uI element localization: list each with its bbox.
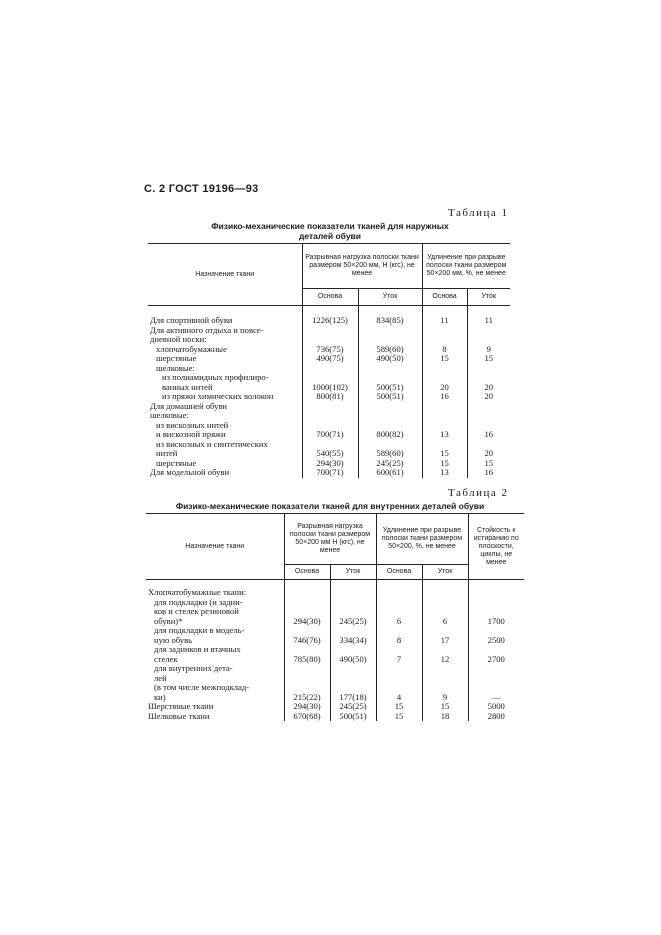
row-value: 490(75) (302, 354, 358, 364)
table-row (146, 580, 524, 598)
row-value: 500(51) (358, 392, 422, 402)
row-label: шелковые: (150, 410, 189, 420)
row-value (284, 664, 330, 674)
row-value (422, 598, 468, 608)
row-value (467, 326, 510, 336)
row-value (468, 580, 524, 598)
row-label: шелковые: (156, 362, 195, 373)
row-label: из вискозных и синтетических (156, 438, 268, 449)
row-value (358, 411, 422, 421)
row-value: 1000(102) (302, 383, 358, 393)
row-value: 670(68) (284, 712, 330, 722)
row-value: 600(61) (358, 468, 422, 478)
row-label: для подкладки в модель- (154, 625, 245, 635)
row-value: 2800 (468, 712, 524, 722)
row-value: 9 (422, 693, 468, 703)
row-value: 13 (422, 430, 467, 440)
row-value: 11 (467, 306, 510, 326)
row-value: 245(25) (330, 702, 376, 712)
row-value (422, 411, 467, 421)
row-value (330, 598, 376, 608)
row-value: 7 (376, 655, 422, 665)
row-value: 1226(125) (302, 306, 358, 326)
row-value: 589(60) (358, 449, 422, 459)
row-value: 11 (422, 306, 467, 326)
row-value: 18 (422, 712, 468, 722)
row-label: Для активного отдыха и повсе- (150, 324, 264, 335)
table-row (146, 712, 524, 722)
row-value: 800(81) (302, 392, 358, 402)
row-label: хлопчатобумажные (156, 343, 227, 354)
t2-header-elongation: Удлинение при разрыве полоски ткани размером 50×200, %, не менее (376, 514, 468, 565)
row-value (422, 664, 468, 674)
row-value (302, 411, 358, 421)
row-value: 834(85) (358, 306, 422, 326)
row-label: шерстяные (156, 457, 197, 468)
row-value (376, 674, 422, 684)
row-value: 490(50) (358, 354, 422, 364)
row-label: стелек (154, 653, 178, 664)
t2-header-abrasion: Стойкость к истиранию по плоскости, циклы, не менее (468, 514, 524, 580)
row-value: 4 (376, 693, 422, 703)
row-value: 294(30) (284, 702, 330, 712)
row-label: обуви)* (154, 615, 183, 626)
table-row (146, 683, 524, 693)
row-label: для подкладки (и задни- (154, 596, 243, 607)
row-value: 294(30) (302, 459, 358, 469)
row-value (330, 674, 376, 684)
row-value: 20 (467, 392, 510, 402)
row-value (330, 664, 376, 674)
row-value (302, 402, 358, 412)
row-value: 800(82) (358, 430, 422, 440)
table1-title (150, 221, 510, 241)
row-label: из полиамидных профилиро- (162, 372, 269, 382)
row-value: 700(71) (302, 468, 358, 478)
row-value: 16 (422, 392, 467, 402)
row-label: дневной носки: (150, 334, 207, 344)
row-value (376, 598, 422, 608)
row-value: 20 (467, 383, 510, 393)
row-label: лей (154, 672, 167, 683)
row-value: 15 (422, 702, 468, 712)
row-label: ванных нитей (162, 381, 213, 392)
row-label: Для домашней обуви (150, 400, 228, 411)
table2-body (146, 580, 524, 722)
row-value: 16 (467, 468, 510, 478)
table1 (148, 243, 510, 478)
row-value: 177(18) (330, 693, 376, 703)
row-value: 245(25) (358, 459, 422, 469)
row-label: шерстяные (156, 353, 197, 363)
row-value (422, 326, 467, 336)
t1-header-warp-elong: Основа (422, 289, 467, 306)
row-value (302, 326, 358, 336)
row-value: 490(50) (330, 655, 376, 665)
row-value: 785(80) (284, 655, 330, 665)
table1-title-line1: Физико-механические показатели тканей для наружных (211, 221, 449, 231)
row-value: 20 (467, 449, 510, 459)
row-value: — (468, 693, 524, 703)
row-value: 13 (422, 468, 467, 478)
t2-header-weft-elong: Уток (422, 565, 468, 580)
row-value: 700(71) (302, 430, 358, 440)
row-value (376, 580, 422, 598)
row-value (358, 364, 422, 374)
table-row (148, 402, 510, 412)
row-value: 2500 (468, 636, 524, 646)
row-value (376, 664, 422, 674)
row-label: (в том числе межподклад- (154, 682, 250, 692)
t1-header-elongation: Удлинение при разрыве полоски ткани размером 50×200 мм, %, не менее (422, 244, 510, 289)
row-label: для задников и втачных (154, 644, 241, 654)
row-value (358, 326, 422, 336)
row-value: 9 (467, 345, 510, 355)
t1-header-weft-elong: Уток (467, 289, 510, 306)
row-label: нитей (156, 448, 178, 458)
row-value: 6 (422, 617, 468, 627)
row-value (422, 402, 467, 412)
row-label: ки) (154, 691, 166, 702)
row-value (468, 664, 524, 674)
row-value (302, 364, 358, 374)
table-row (146, 664, 524, 674)
row-label: ную обувь (154, 634, 193, 645)
row-value (422, 674, 468, 684)
row-label: из пряжи химических волокон (162, 391, 274, 401)
row-value: 2700 (468, 655, 524, 665)
row-value (467, 364, 510, 374)
t1-header-warp-load: Основа (302, 289, 358, 306)
row-value (422, 364, 467, 374)
row-value (467, 402, 510, 412)
t2-header-weft-load: Уток (330, 565, 376, 580)
row-value: 334(34) (330, 636, 376, 646)
row-label: для внутренних дета- (154, 663, 233, 673)
row-value: 15 (422, 449, 467, 459)
table-row (146, 626, 524, 636)
row-value (284, 598, 330, 608)
row-value: 15 (422, 354, 467, 364)
row-label: Хлопчатобумажные ткани: (148, 587, 247, 597)
row-value: 8 (376, 636, 422, 646)
row-label: из вискозных нитей (156, 419, 229, 430)
row-value: 17 (422, 636, 468, 646)
table-row (148, 354, 510, 364)
row-label: Для спортивной обуви (150, 315, 233, 325)
row-label: и вискозной пряжи (156, 429, 226, 439)
row-label: Для модельной обуви (150, 467, 230, 477)
table1-body (148, 306, 510, 478)
table-row (148, 306, 510, 326)
row-value: 746(76) (284, 636, 330, 646)
t1-header-load: Разрывная нагрузка полоски ткани размером 50×200 мм, Н (кгс), не менее (302, 244, 422, 289)
row-value: 6 (376, 617, 422, 627)
row-value: 15 (376, 702, 422, 712)
row-value (467, 411, 510, 421)
row-value: 589(60) (358, 345, 422, 355)
row-value: 500(51) (330, 712, 376, 722)
row-value: 12 (422, 655, 468, 665)
row-value: 20 (422, 383, 467, 393)
table-row (146, 645, 524, 655)
t2-header-warp-elong: Основа (376, 565, 422, 580)
row-value (284, 674, 330, 684)
row-value: 215(22) (284, 693, 330, 703)
row-value: 500(51) (358, 383, 422, 393)
row-value: 16 (467, 430, 510, 440)
row-value: 736(75) (302, 345, 358, 355)
row-value: 5000 (468, 702, 524, 712)
t1-header-purpose: Назначение ткани (148, 244, 302, 306)
table2-title: Физико-механические показатели тканей для внутренних деталей обуви (175, 501, 485, 511)
row-value (358, 402, 422, 412)
table1-label: Таблица 1 (448, 207, 509, 219)
running-head: С. 2 ГОСТ 19196—93 (144, 183, 259, 195)
row-value (284, 580, 330, 598)
t2-header-load: Разрывная нагрузка полоски ткани размером 50×200 мм Н (кгс), не менее (284, 514, 376, 565)
row-label: ков и стелек резиновой (154, 606, 239, 616)
row-value (468, 598, 524, 608)
row-value (468, 674, 524, 684)
row-label: Шелковые ткани (148, 710, 210, 721)
table1-title-line2: деталей обуви (298, 231, 361, 241)
table-row (146, 607, 524, 617)
table-row (148, 468, 510, 478)
t2-header-warp-load: Основа (284, 565, 330, 580)
table2 (146, 513, 524, 721)
row-value: 15 (422, 459, 467, 469)
row-value: 15 (467, 459, 510, 469)
row-value: 1700 (468, 617, 524, 627)
row-value: 540(55) (302, 449, 358, 459)
row-value: 245(25) (330, 617, 376, 627)
row-value: 294(30) (284, 617, 330, 627)
row-value (330, 580, 376, 598)
row-value (422, 580, 468, 598)
row-label: Шерстяные ткани (148, 701, 214, 711)
row-value: 15 (376, 712, 422, 722)
t2-header-purpose: Назначение ткани (146, 514, 284, 580)
row-value: 15 (467, 354, 510, 364)
table2-label: Таблица 2 (448, 487, 509, 499)
t1-header-weft-load: Уток (358, 289, 422, 306)
row-value: 8 (422, 345, 467, 355)
